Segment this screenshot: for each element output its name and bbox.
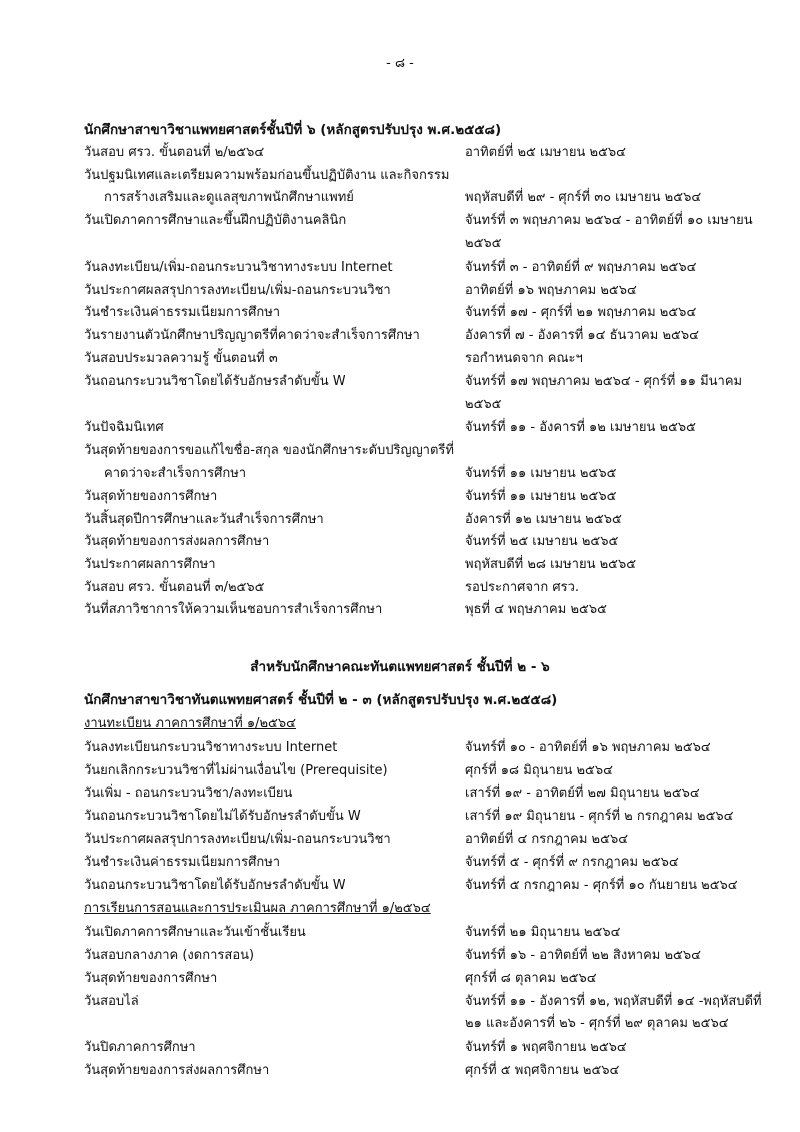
- schedule-row: [84, 508, 764, 530]
- schedule-row: [84, 874, 764, 896]
- row-date: อาทิตย์ที่ ๑๖ พฤษภาคม ๒๕๖๔: [465, 283, 637, 298]
- row-label: วันชำระเงินค่าธรรมเนียมการศึกษา: [84, 305, 281, 320]
- row-date: อังคารที่ ๑๒ เมษายน ๒๕๖๕: [465, 512, 622, 527]
- schedule-row: [84, 944, 764, 966]
- registration-subheader: งานทะเบียน ภาคการศึกษาที่ ๑/๒๕๖๔: [84, 716, 296, 731]
- row-label: วันสุดท้ายของการศึกษา: [84, 489, 218, 504]
- schedule-row: [84, 324, 764, 346]
- row-date: จันทร์ที่ ๕ - ศุกร์ที่ ๙ กรกฎาคม ๒๕๖๔: [465, 855, 679, 870]
- schedule-row: [84, 462, 764, 484]
- schedule-row: [84, 990, 764, 1012]
- row-date: จันทร์ที่ ๒๕ เมษายน ๒๕๖๕: [465, 534, 619, 549]
- schedule-row: [84, 736, 764, 758]
- row-date: ศุกร์ที่ ๑๘ มิถุนายน ๒๕๖๔: [465, 763, 613, 778]
- row-label: วันประกาศผลสรุปการลงทะเบียน/เพิ่ม-ถอนกระบวนวิชา: [84, 283, 391, 298]
- schedule-row: [84, 530, 764, 552]
- row-label: วันประกาศผลการศึกษา: [84, 557, 216, 572]
- schedule-row: [84, 439, 764, 461]
- row-date: อาทิตย์ที่ ๒๕ เมษายน ๒๕๖๔: [465, 145, 626, 160]
- row-date: ๒๑ และอังคารที่ ๒๖ - ศุกร์ที่ ๒๙ ตุลาคม ๒๕๖๔: [465, 1016, 729, 1031]
- schedule-row: [84, 301, 764, 323]
- row-date: อังคารที่ ๗ - อังคารที่ ๑๔ ธันวาคม ๒๕๖๔: [465, 328, 699, 343]
- row-date: อาทิตย์ที่ ๔ กรกฎาคม ๒๕๖๔: [465, 832, 629, 847]
- row-label: วันยกเลิกกระบวนวิชาที่ไม่ผ่านเงื่อนไข (Prerequisite): [84, 763, 388, 778]
- row-label: วันที่สภาวิชาการให้ความเห็นชอบการสำเร็จการศึกษา: [84, 602, 383, 617]
- row-label: วันสุดท้ายของการส่งผลการศึกษา: [84, 534, 270, 549]
- row-date: ๒๕๖๕: [465, 236, 502, 251]
- row-date: จันทร์ที่ ๑๐ - อาทิตย์ที่ ๑๖ พฤษภาคม ๒๕๖๔: [465, 740, 711, 755]
- schedule-row: [84, 921, 764, 943]
- schedule-row: [84, 782, 764, 804]
- row-label: วันถอนกระบวนวิชาโดยได้รับอักษรลำดับขั้น W: [84, 878, 346, 893]
- row-date: รอกำหนดจาก คณะฯ: [465, 351, 583, 366]
- section-title-dentistry-year2-3: นักศึกษาสาขาวิชาทันตแพทยศาสตร์ ชั้นปีที่ ๒ - ๓ (หลักสูตรปรับปรุง พ.ศ.๒๕๕๘): [84, 692, 558, 708]
- row-label: วันปิดภาคการศึกษา: [84, 1040, 196, 1055]
- schedule-row: [84, 759, 764, 781]
- row-label: วันสุดท้ายของการส่งผลการศึกษา: [84, 1063, 270, 1078]
- schedule-row: [84, 598, 764, 620]
- schedule-row: [84, 209, 764, 231]
- row-label: วันชำระเงินค่าธรรมเนียมการศึกษา: [84, 855, 281, 870]
- schedule-row: [84, 164, 764, 186]
- row-date: จันทร์ที่ ๑๗ - ศุกร์ที่ ๒๑ พฤษภาคม ๒๕๖๔: [465, 305, 697, 320]
- schedule-row: [84, 828, 764, 850]
- row-label: วันรายงานตัวนักศึกษาปริญญาตรีที่คาดว่าจะสำเร็จการศึกษา: [84, 328, 420, 343]
- row-date: จันทร์ที่ ๑๑ - อังคารที่ ๑๒, พฤหัสบดีที่ ๑๔ -พฤหัสบดีที่: [465, 994, 762, 1009]
- row-date: เสาร์ที่ ๑๙ - อาทิตย์ที่ ๒๗ มิถุนายน ๒๕๖๔: [465, 786, 700, 801]
- schedule-row: [84, 576, 764, 598]
- schedule-row: [84, 805, 764, 827]
- row-date: จันทร์ที่ ๑๑ - อังคารที่ ๑๒ เมษายน ๒๕๖๕: [465, 420, 697, 435]
- teaching-subheader: การเรียนการสอนและการประเมินผล ภาคการศึกษาที่ ๑/๒๕๖๔: [84, 901, 431, 916]
- schedule-row-continuation: [84, 232, 764, 254]
- row-date: จันทร์ที่ ๑๑ เมษายน ๒๕๖๕: [465, 466, 617, 481]
- row-date: จันทร์ที่ ๑ พฤศจิกายน ๒๕๖๔: [465, 1040, 627, 1055]
- row-label: วันเพิ่ม - ถอนกระบวนวิชา/ลงทะเบียน: [84, 786, 293, 801]
- row-label: วันสิ้นสุดปีการศึกษาและวันสำเร็จการศึกษา: [84, 512, 324, 527]
- row-date: จันทร์ที่ ๕ กรกฎาคม - ศุกร์ที่ ๑๐ กันยายน ๒๕๖๔: [465, 878, 738, 893]
- schedule-row: [84, 141, 764, 163]
- row-date: จันทร์ที่ ๓ - อาทิตย์ที่ ๙ พฤษภาคม ๒๕๖๔: [465, 260, 697, 275]
- row-date: จันทร์ที่ ๑๗ พฤษภาคม ๒๕๖๔ - ศุกร์ที่ ๑๑ มีนาคม: [465, 374, 743, 389]
- row-date: รอประกาศจาก ศรว.: [465, 580, 580, 595]
- schedule-row: [84, 851, 764, 873]
- schedule-row: [84, 967, 764, 989]
- schedule-row-continuation: [84, 393, 764, 415]
- schedule-row: [84, 186, 764, 208]
- dental-faculty-heading: สำหรับนักศึกษาคณะทันตแพทยศาสตร์ ชั้นปีที่ ๒ - ๖: [250, 659, 550, 675]
- row-label: วันสอบกลางภาค (งดการสอน): [84, 948, 255, 963]
- row-label: วันสอบประมวลความรู้ ขั้นตอนที่ ๓: [84, 351, 278, 366]
- row-label: วันสุดท้ายของการศึกษา: [84, 971, 218, 986]
- schedule-row-continuation: [84, 1012, 764, 1034]
- row-label: คาดว่าจะสำเร็จการศึกษา: [104, 466, 247, 481]
- row-label: วันสอบ ศรว. ขั้นตอนที่ ๒/๒๕๖๔: [84, 145, 265, 160]
- row-label: วันถอนกระบวนวิชาโดยไม่ได้รับอักษรลำดับขั้น W: [84, 809, 361, 824]
- row-date: เสาร์ที่ ๑๙ มิถุนายน - ศุกร์ที่ ๒ กรกฎาคม ๒๕๖๔: [465, 809, 734, 824]
- schedule-row: [84, 370, 764, 392]
- row-label: วันสอบ ศรว. ขั้นตอนที่ ๓/๒๕๖๕: [84, 580, 265, 595]
- schedule-row: [84, 347, 764, 369]
- row-date: ศุกร์ที่ ๕ พฤศจิกายน ๒๕๖๔: [465, 1063, 620, 1078]
- schedule-row: [84, 1059, 764, 1081]
- page-number: - ๘ -: [386, 56, 414, 71]
- row-date: จันทร์ที่ ๑๑ เมษายน ๒๕๖๕: [465, 489, 617, 504]
- row-date: พฤหัสบดีที่ ๒๘ เมษายน ๒๕๖๕: [465, 557, 637, 572]
- row-date: จันทร์ที่ ๑๖ - อาทิตย์ที่ ๒๒ สิงหาคม ๒๕๖๔: [465, 948, 701, 963]
- row-label: การสร้างเสริมและดูแลสุขภาพนักศึกษาแพทย์: [104, 190, 354, 205]
- row-label: วันสุดท้ายของการขอแก้ไขชื่อ-สกุล ของนักศึกษาระดับปริญญาตรีที่: [84, 443, 454, 458]
- schedule-row: [84, 553, 764, 575]
- row-date: จันทร์ที่ ๒๑ มิถุนายน ๒๕๖๔: [465, 925, 621, 940]
- schedule-row: [84, 256, 764, 278]
- row-label: วันถอนกระบวนวิชาโดยได้รับอักษรลำดับขั้น W: [84, 374, 346, 389]
- schedule-row: [84, 279, 764, 301]
- row-label: วันประกาศผลสรุปการลงทะเบียน/เพิ่ม-ถอนกระบวนวิชา: [84, 832, 391, 847]
- schedule-row: [84, 416, 764, 438]
- row-label: วันเปิดภาคการศึกษาและขึ้นฝึกปฏิบัติงานคลินิก: [84, 213, 347, 228]
- schedule-row: [84, 1036, 764, 1058]
- row-label: วันเปิดภาคการศึกษาและวันเข้าชั้นเรียน: [84, 925, 306, 940]
- row-date: จันทร์ที่ ๓ พฤษภาคม ๒๕๖๔ - อาทิตย์ที่ ๑๐ เมษายน: [465, 213, 753, 228]
- row-label: วันปัจฉิมนิเทศ: [84, 420, 164, 435]
- section-title-medicine-year6: นักศึกษาสาขาวิชาแพทยศาสตร์ชั้นปีที่ ๖ (หลักสูตรปรับปรุง พ.ศ.๒๕๕๘): [84, 122, 502, 138]
- row-label: วันลงทะเบียน/เพิ่ม-ถอนกระบวนวิชาทางระบบ Internet: [84, 260, 393, 275]
- row-label: วันปฐมนิเทศและเตรียมความพร้อมก่อนขึ้นปฏิบัติงาน และกิจกรรม: [84, 168, 450, 183]
- row-date: ๒๕๖๕: [465, 397, 502, 412]
- row-date: พุธที่ ๔ พฤษภาคม ๒๕๖๕: [465, 602, 607, 617]
- row-date: ศุกร์ที่ ๘ ตุลาคม ๒๕๖๔: [465, 971, 597, 986]
- row-label: วันสอบไล่: [84, 994, 139, 1009]
- schedule-row: [84, 485, 764, 507]
- row-label: วันลงทะเบียนกระบวนวิชาทางระบบ Internet: [84, 740, 338, 755]
- row-date: พฤหัสบดีที่ ๒๙ - ศุกร์ที่ ๓๐ เมษายน ๒๕๖๔: [465, 190, 702, 205]
